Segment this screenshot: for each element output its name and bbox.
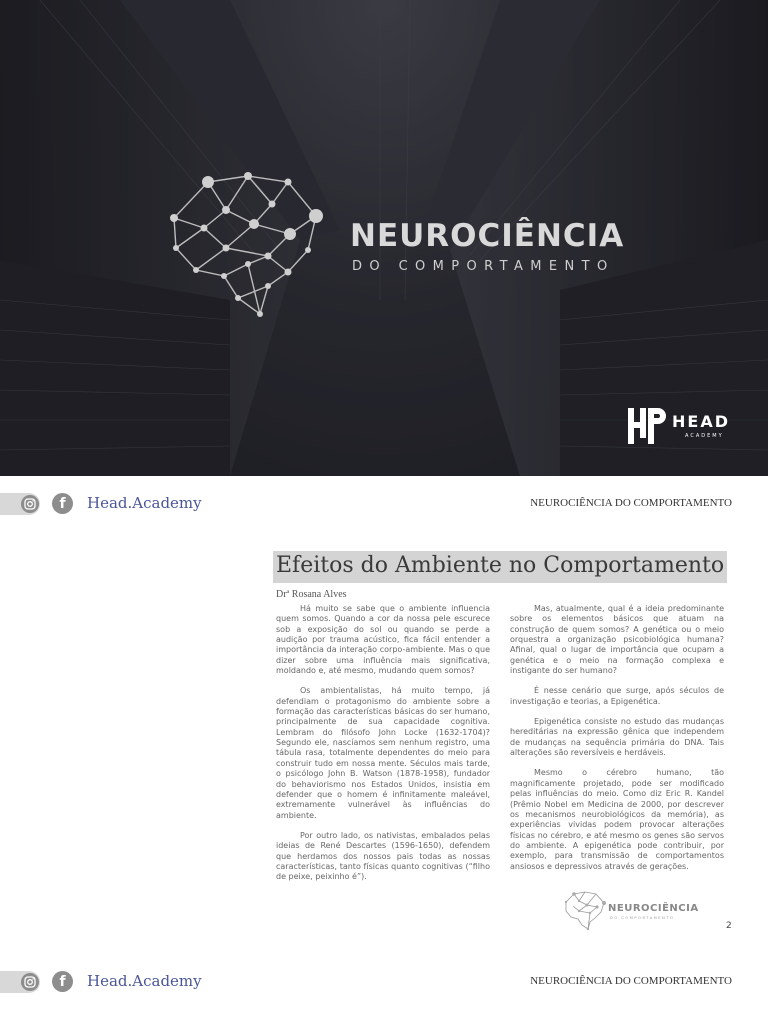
publisher-sub: ACADEMY (685, 433, 724, 439)
footer-brand-logo (564, 889, 699, 935)
paragraph: Há muito se sabe que o ambiente influencia quem somos. Quando a cor da nossa pele escurece sob a exposição do sol ou quando se perde a audição por trauma acústico, fica fácil entender a importância da interação corpo-ambiente. Mas o que dizer sobre uma influência mais significativa, moldando e, até mesmo, mudando quem somos? (276, 604, 490, 676)
footer-brand-subtitle: DO COMPORTAMENTO (610, 916, 675, 920)
head-academy-logo-icon (626, 406, 666, 446)
article-column-2 (510, 604, 724, 882)
paragraph: Os ambientalistas, há muito tempo, já defendiam o protagonismo do ambiente sobre a formação das características básicas do ser humano, principalmente de sua capacidade cognitiva. Lembram do filósofo John Locke (1632-1704)? Segundo ele, nascíamos sem nenhum registro, uma tábula rasa, totalmente dependentes do meio para construir tudo em nossa mente. Séculos mais tarde, o psicólogo John B. Watson (1878-1958), fundador do behaviorismo nos Estados Unidos, insistia em defender que o homem é infinitamente maleável, extremamente vulnerável às influências do ambiente. (276, 686, 490, 820)
magazine-title: NEUROCIÊNCIA DO COMPORTAMENTO (530, 975, 732, 987)
paragraph: Mesmo o cérebro humano, tão magnificamente projetado, pode ser modificado pelas influências do meio. Como diz Eric R. Kandel (Prêmio Nobel em Medicina de 2000, por descrever os mecanismos neurobiológicos da memória), as experiências vividas podem provocar alterações físicas no cérebro, e até mesmo os genes são servos do ambiente. A epigenética pode contribuir, por exemplo, para transmissão de comportamentos ansiosos e depressivos através de gerações. (510, 768, 724, 871)
instagram-icon[interactable] (21, 973, 39, 991)
page-header (0, 488, 768, 518)
publisher-name: HEAD (672, 412, 730, 431)
brain-network-icon (168, 170, 328, 320)
instagram-icon[interactable] (21, 495, 39, 513)
paragraph: Por outro lado, os nativistas, embalados pelas ideias de René Descartes (1596-1650), defendem que herdamos dos nossos pais todas as nossas características, tanto físicas quanto cognitivas (“filho de peixe, peixinho é”). (276, 830, 490, 882)
site-link[interactable]: Head.Academy (87, 494, 202, 512)
footer-brand-title: NEUROCIÊNCIA (608, 903, 699, 914)
article-column-1 (276, 604, 490, 893)
cover-hero (0, 0, 768, 476)
paragraph: Epigenética consiste no estudo das mudanças hereditárias na expressão gênica que independem de mudanças na sequência primária do DNA. Tais alterações são reversíveis e herdáveis. (510, 717, 724, 758)
magazine-title: NEUROCIÊNCIA DO COMPORTAMENTO (530, 497, 732, 509)
brain-network-small-icon (564, 889, 606, 931)
site-link[interactable]: Head.Academy (87, 972, 202, 990)
page-footer-header (0, 966, 768, 996)
article-title: Efeitos do Ambiente no Comportamento (276, 553, 725, 578)
brand-subtitle: DO COMPORTAMENTO (352, 259, 615, 274)
article-author: Drª Rosana Alves (276, 589, 347, 600)
page-number: 2 (726, 921, 732, 931)
facebook-icon[interactable]: f (52, 971, 73, 992)
brand-title: NEUROCIÊNCIA (350, 218, 625, 254)
facebook-icon[interactable]: f (52, 493, 73, 514)
paragraph: Mas, atualmente, qual é a ideia predominante sobre os elementos básicos que atuam na construção de quem somos? A genética ou o meio orquestra a organização psicobiológica humana? Afinal, qual o lugar de importância que ocupam a genética e o meio na formação complexa e instigante do ser humano? (510, 604, 724, 676)
paragraph: É nesse cenário que surge, após séculos de investigação e teorias, a Epigenética. (510, 686, 724, 706)
